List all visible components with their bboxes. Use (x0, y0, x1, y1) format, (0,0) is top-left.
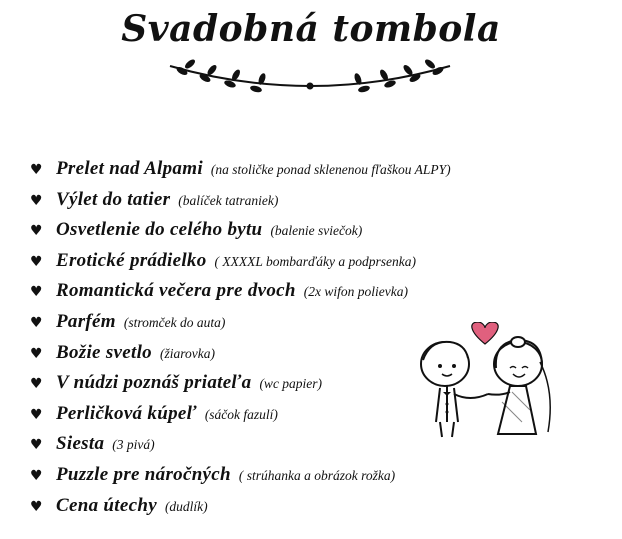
heart-bullet-icon: ♥ (30, 284, 43, 301)
prize-note: (balíček tatraniek) (178, 192, 279, 208)
heart-bullet-icon: ♥ (30, 223, 43, 240)
list-item (30, 311, 451, 342)
list-item (30, 280, 451, 311)
prize-name: Osvetlenie do celého bytu (56, 219, 263, 241)
prize-name: Romantická večera pre dvoch (56, 280, 296, 302)
prize-name: Erotické prádielko (56, 249, 207, 271)
heart-bullet-icon: ♥ (30, 437, 43, 454)
list-item (30, 433, 451, 464)
prize-name: Cena útechy (56, 494, 157, 516)
list-item (30, 189, 451, 220)
prize-name: Božie svetlo (56, 341, 152, 363)
prize-note: (na stoličke ponad sklenenou fľaškou ALPY) (210, 162, 451, 177)
prize-name: Perličková kúpeľ (56, 402, 197, 424)
list-item (30, 219, 451, 250)
heart-bullet-icon: ♥ (30, 345, 43, 362)
prize-note: (sáčok fazulí) (204, 406, 278, 422)
list-item (30, 495, 451, 526)
heart-bullet-icon: ♥ (30, 253, 43, 270)
prize-note: (stromček do auta) (123, 314, 226, 330)
prize-name: Výlet do tatier (56, 188, 171, 210)
list-item (30, 158, 451, 189)
prize-list (30, 158, 451, 525)
list-item (30, 342, 451, 373)
prize-note: (dudlík) (164, 498, 208, 514)
heart-bullet-icon: ♥ (30, 376, 43, 393)
prize-name: Siesta (56, 433, 105, 455)
prize-name: Parfém (56, 310, 116, 332)
prize-note: ( XXXXL bombarďáky a podprsenka) (214, 253, 416, 269)
prize-name: Prelet nad Alpami (56, 158, 203, 179)
list-item (30, 403, 451, 434)
list-item (30, 250, 451, 281)
prize-note: ( strúhanka a obrázok rožka) (238, 467, 396, 483)
list-item (30, 464, 451, 495)
prize-note: (2x wifon polievka) (303, 284, 408, 300)
page-title: Svadobná tombola (121, 8, 501, 50)
heart-bullet-icon: ♥ (30, 162, 43, 178)
prize-note: (wc papier) (259, 376, 323, 392)
wedding-couple-illustration (410, 322, 560, 442)
heart-bullet-icon: ♥ (30, 314, 43, 331)
prize-note: (balenie sviečok) (270, 223, 363, 239)
heart-bullet-icon: ♥ (30, 467, 43, 484)
heart-bullet-icon: ♥ (30, 192, 43, 209)
leaf-garland-decoration (160, 58, 460, 108)
prize-note: (žiarovka) (159, 345, 215, 361)
heart-bullet-icon: ♥ (30, 406, 43, 423)
prize-name: Puzzle pre náročných (56, 463, 231, 485)
list-item (30, 372, 451, 403)
heart-bullet-icon: ♥ (30, 498, 43, 515)
prize-note: (3 pivá) (112, 437, 155, 453)
heart-icon (472, 322, 498, 344)
prize-name: V núdzi poznáš priateľa (56, 372, 252, 394)
